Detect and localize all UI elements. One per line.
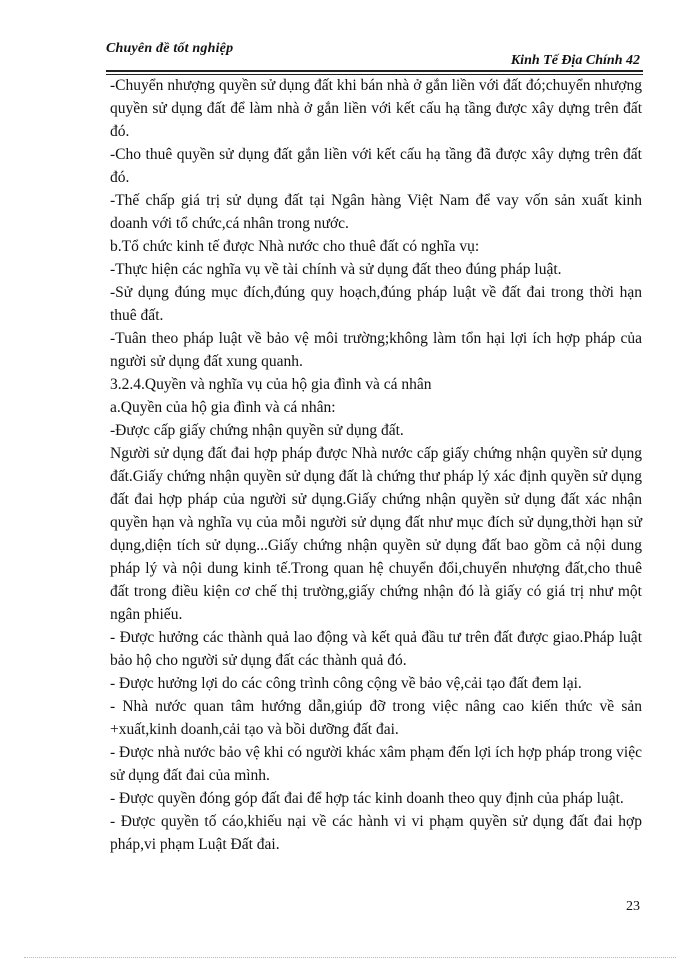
section-heading: 3.2.4.Quyền và nghĩa vụ của hộ gia đình và cá nhân: [110, 376, 432, 393]
paragraph: - Được quyền tố cáo,khiếu nại về các hành vi vi phạm quyền sử dụng đất đai hợp pháp,vi phạm Luật Đất đai.: [110, 813, 642, 853]
paragraph: -Chuyển nhượng quyền sử dụng đất khi bán nhà ở gắn liền với đất đó;chuyển nhượng quyền sử dụng đất để làm nhà ở gắn liền với kết cấu hạ tầng được xây dựng trên đất đó.: [110, 77, 642, 140]
header-title-left: Chuyên đề tốt nghiệp: [106, 41, 234, 56]
paragraph: -Tuân theo pháp luật về bảo vệ môi trường;không làm tổn hại lợi ích hợp pháp của người sử dụng đất xung quanh.: [110, 330, 642, 370]
paragraph: - Được hưởng lợi do các công trình công cộng về bảo vệ,cải tạo đất đem lại.: [110, 675, 582, 692]
section-heading: b.Tổ chức kinh tế được Nhà nước cho thuê đất có nghĩa vụ:: [110, 238, 480, 255]
paragraph: Người sử dụng đất đai hợp pháp được Nhà nước cấp giấy chứng nhận quyền sử dụng đất.Giấy chứng nhận quyền sử dụng đất là chứng thư pháp lý xác định quyền sử dụng đất đai hợp pháp của người sử dụng.Giấy chứng nhận quyền sử dụng đất xác nhận quyền hạn và nghĩa vụ của mỗi người sử dụng đất như mục đích sử dụng,thời hạn sử dụng,diện tích sử dụng...Giấy chứng nhận quyền sử dụng đất bao gồm cả nội dung pháp lý và nội dung kinh tế.Trong quan hệ chuyển đổi,chuyển nhượng đất,cho thuê đất trong điều kiện cơ chế thị trường,giấy chứng nhận đó là giấy có giá trị như một ngân phiếu.: [110, 445, 642, 623]
paragraph: -Sử dụng đúng mục đích,đúng quy hoạch,đúng pháp luật về đất đai trong thời hạn thuê đất.: [110, 284, 642, 324]
header-title-right: Kinh Tế Địa Chính 42: [510, 53, 640, 68]
page-bottom-border: [24, 957, 676, 958]
paragraph: - Nhà nước quan tâm hướng dẫn,giúp đỡ trong việc nâng cao kiến thức về sản +xuất,kinh doanh,cải tạo và bồi dưỡng đất đai.: [110, 698, 642, 738]
paragraph: -Thế chấp giá trị sử dụng đất tại Ngân hàng Việt Nam để vay vốn sản xuất kinh doanh với tổ chức,cá nhân trong nước.: [110, 192, 642, 232]
paragraph: -Cho thuê quyền sử dụng đất gắn liền với kết cấu hạ tầng đã được xây dựng trên đất đó.: [110, 146, 642, 186]
paragraph: - Được quyền đóng góp đất đai để hợp tác kinh doanh theo quy định của pháp luật.: [110, 790, 624, 807]
paragraph: - Được hưởng các thành quả lao động và kết quả đầu tư trên đất được giao.Pháp luật bảo hộ cho người sử dụng đất các thành quả đó.: [110, 629, 642, 669]
paragraph: -Thực hiện các nghĩa vụ về tài chính và sử dụng đất theo đúng pháp luật.: [110, 261, 562, 278]
page-number: 23: [626, 899, 640, 914]
section-heading: a.Quyền của hộ gia đình và cá nhân:: [110, 399, 336, 416]
body-text: [110, 74, 642, 856]
paragraph: - Được nhà nước bảo vệ khi có người khác xâm phạm đến lợi ích hợp pháp trong việc sử dụng đất đai của mình.: [110, 744, 642, 784]
paragraph: -Được cấp giấy chứng nhận quyền sử dụng đất.: [110, 422, 404, 439]
